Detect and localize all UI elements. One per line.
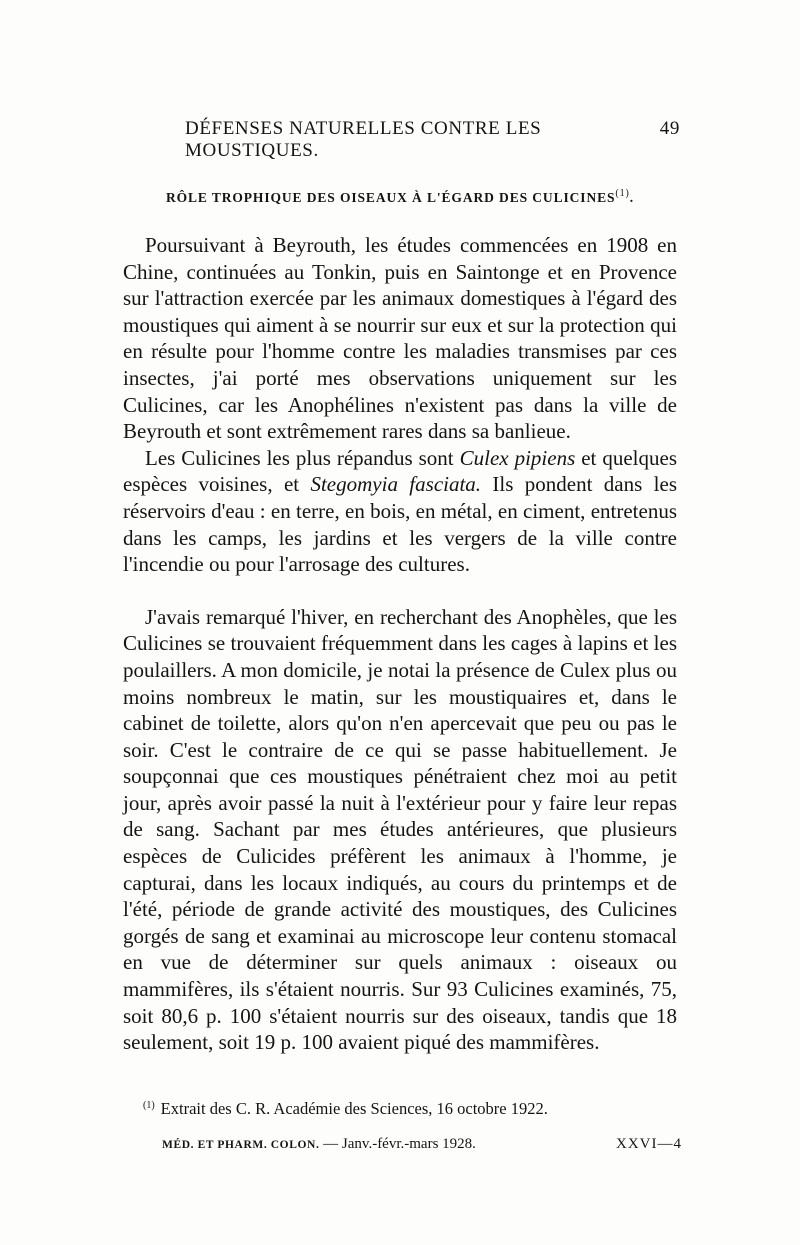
paragraph-2-part-b: et quelques espèces voisines, et [123, 445, 677, 497]
footnote [143, 1099, 683, 1119]
paragraph-2-part-a: Les Culicines les plus répandus sont [145, 445, 460, 470]
page-number: 49 [659, 118, 680, 139]
section-note-marker: (1) [615, 188, 630, 199]
section-title-text: RÔLE TROPHIQUE DES OISEAUX À L'ÉGARD DES CULICINES [165, 190, 616, 205]
section-title [0, 188, 800, 206]
running-title: DÉFENSES NATURELLES CONTRE LES MOUSTIQUES. [185, 118, 542, 161]
paragraph-2-part-c: Ils pondent dans les réservoirs d'eau : en terre, en bois, en métal, en ciment, entretenus dans les camps, les jardins et les vergers de la ville contre l'incendie ou pour l'arrosage des cultures. [123, 472, 677, 577]
species-culex-pipiens: Culex pipiens [459, 445, 576, 470]
paragraph-2 [123, 445, 677, 578]
signature-mark: XXVI—4 [616, 1136, 682, 1152]
imprint-dash: — [319, 1136, 342, 1152]
running-header [185, 118, 680, 162]
body-text [123, 232, 677, 1056]
section-title-period: . [629, 190, 635, 205]
footnote-text: Extrait des C. R. Académie des Sciences, 16 octobre 1922. [160, 1099, 548, 1118]
paragraph-3: J'avais remarqué l'hiver, en recherchant des Anophèles, que les Culicines se trouvaient fréquemment dans les cages à lapins et les poulaillers. A mon domicile, je notai la présence de Culex plus ou moins nombreux le matin, sur les moustiquaires et, dans le cabinet de toilette, alors qu'on n'en apercevait que peu ou pas le soir. C'est le contraire de ce qui se passe habituellement. Je soupçonnai que ces moustiques pénétraient chez moi au petit jour, après avoir passé la nuit à l'extérieur pour y faire leur repas de sang. Sachant par mes études antérieures, que plusieurs espèces de Culicides préfèrent les animaux à l'homme, je capturai, dans les locaux indiqués, au cours du printemps et de l'été, période de grande activité des moustiques, des Culicines gorgés de sang et examinai au microscope leur contenu stomacal en vue de déterminer sur quels animaux : oiseaux ou mammifères, ils s'étaient nourris. Sur 93 Culicines examinés, 75, soit 80,6 p. 100 s'étaient nourris sur des oiseaux, tandis que 18 seulement, soit 19 p. 100 avaient piqué des mammifères. [123, 604, 677, 1055]
journal-name: MÉD. ET PHARM. COLON. [162, 1139, 320, 1151]
footnote-marker: (1) [143, 1100, 155, 1111]
imprint-line [162, 1136, 682, 1153]
species-stegomyia-fasciata: Stegomyia fasciata. [310, 472, 482, 497]
paragraph-1: Poursuivant à Beyrouth, les études commencées en 1908 en Chine, continuées au Tonkin, puis en Saintonge et en Provence sur l'attraction exercée par les animaux domestiques à l'égard des moustiques qui aiment à se nourrir sur eux et sur la protection qui en résulte pour l'homme contre les maladies transmises par ces insectes, j'ai porté mes observations uniquement sur les Culicines, car les Anophélines n'existent pas dans la ville de Beyrouth et sont extrêmement rares dans sa banlieue. [123, 233, 677, 444]
issue-date: Janv.-févr.-mars 1928. [341, 1136, 476, 1152]
